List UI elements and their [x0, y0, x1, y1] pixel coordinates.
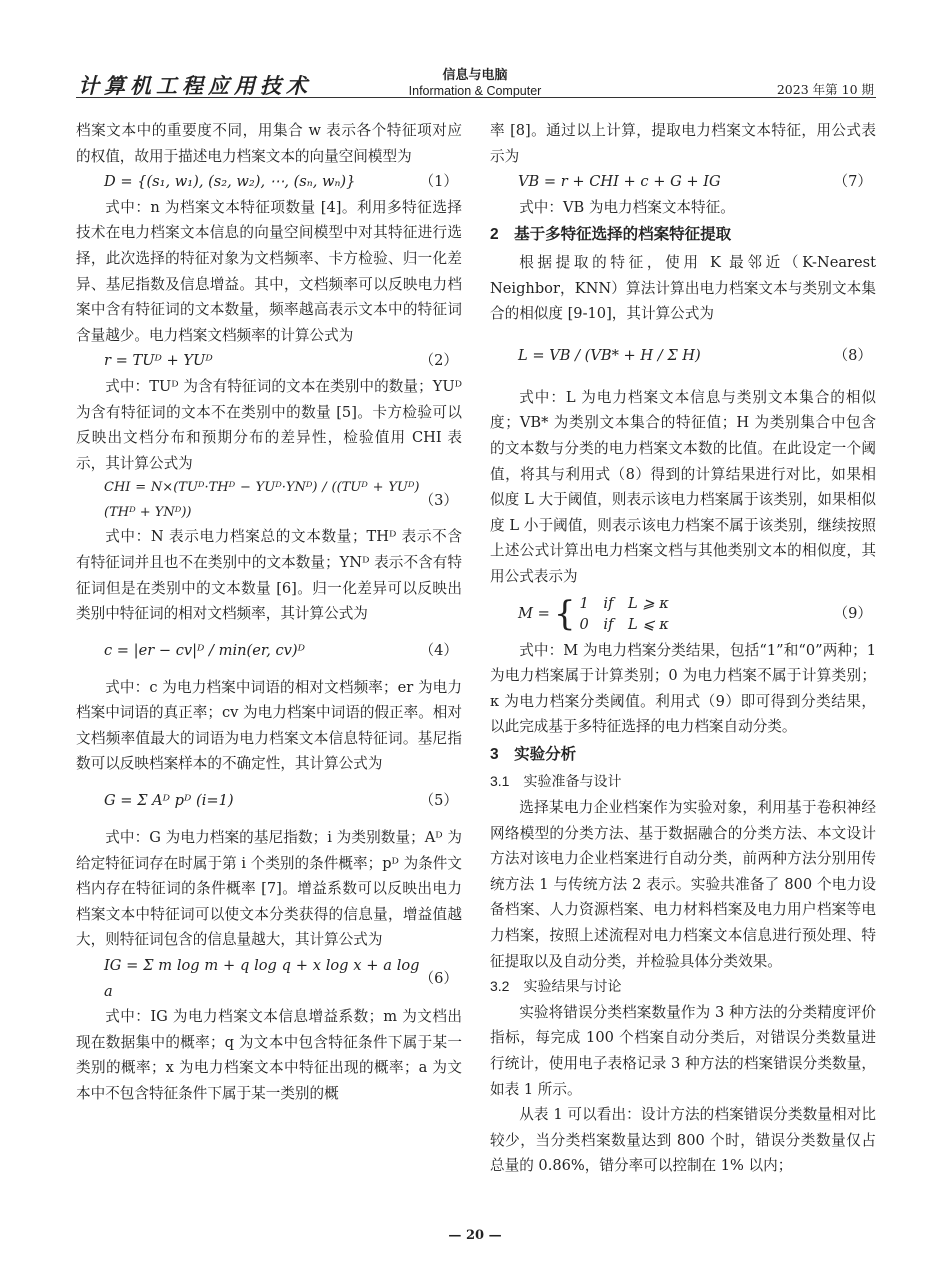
- equation-3: CHI = N×(TUᴰ·THᴰ − YUᴰ·YNᴰ) / ((TUᴰ + YUᴰ)(THᴰ + YNᴰ)) （3）: [104, 479, 458, 521]
- paragraph: 率 [8]。通过以上计算，提取电力档案文本特征，用公式表示为: [490, 122, 876, 165]
- paragraph: 档案文本中的重要度不同，用集合 w 表示各个特征项对应的权值，故用于描述电力档案文本的向量空间模型为: [76, 122, 462, 165]
- paragraph: 式中：IG 为电力档案文本信息增益系数；m 为文档出现在数据集中的概率；q 为文本中包含特征条件下属于某一类别的概率；x 为电力档案文本中特征出现的概率；a 为文本中不包含特征条件下属于某一类别的概: [76, 1008, 462, 1102]
- left-column: [76, 118, 462, 1107]
- header-rule: [76, 97, 876, 98]
- paragraph: 式中：G 为电力档案的基尼指数；i 为类别数量；Aᴰ 为给定特征词存在时属于第 i 个类别的条件概率；pᴰ 为条件文档内存在特征词的条件概率 [7]。增益系数可以反映出电力档案文本中特征词可以使文本分类获得的信息量，增益值越大，则特征词包含的信息量越大，其计算公式为: [76, 829, 462, 949]
- paragraph: 式中：TUᴰ 为含有特征词的文本在类别中的数量；YUᴰ 为含有特征词的文本不在类别中的数量 [5]。卡方检验可以反映出文档分布和预期分布的差异性，检验值用 CHI 表示，其计算公式为: [76, 377, 462, 472]
- subsection-heading: 3.1 实验准备与设计: [490, 773, 622, 790]
- paragraph: 选择某电力企业档案作为实验对象，利用基于卷积神经网络模型的分类方法、基于数据融合的分类方法、本文设计方法对该电力企业档案进行自动分类，前两种方法分别用传统方法 1 与传统方法 2 表示。实验共准备了 800 个电力设备档案、人力资源档案、电力材料档案及电力用户档案等电力档案，按照上述流程对电力档案文本信息进行预处理、特征提取以及自动分类，并检验具体分类效果。: [490, 799, 876, 970]
- paragraph: 根据提取的特征，使用 K 最邻近（K-Nearest Neighbor，KNN）算法计算出电力档案文本与类别文本集合的相似度 [9-10]，其计算公式为: [490, 253, 876, 323]
- equation-5: G = Σ Aᴰ pᴰ (i=1) （5）: [104, 792, 458, 810]
- equation-7: VB = r + CHI + c + G + IG （7）: [518, 173, 872, 191]
- paragraph: 式中：M 为电力档案分类结果，包括“1”和“0”两种；1 为电力档案属于计算类别；0 为电力档案不属于计算类别；κ 为电力档案分类阈值。利用式（9）即可得到分类结果，以此完成基于多特征选择的电力档案自动分类。: [490, 641, 876, 736]
- journal-name-cn: 信息与电脑: [442, 67, 508, 82]
- paragraph: 式中：L 为电力档案文本信息与类别文本集合的相似度；VB* 为类别文本集合的特征值；H 为类别集合中包含的文本数与分类的电力档案文本数的比值。在此设定一个阈值，将其与利用式（8）得到的计算结果进行对比，如果相似度 L 大于阈值，则表示该电力档案属于该类别，如果相似度 L 小于阈值，则表示该电力档案不属于该类别，继续按照上述公式计算出电力档案文档与其他类别文本的相似度，其用公式表示为: [490, 388, 876, 585]
- paragraph: 式中：n 为档案文本特征项数量 [4]。利用多特征选择技术在电力档案文本信息的向量空间模型中对其特征进行选择，此次选择的特征对象为文档频率、卡方检验、归一化差异、基尼指数及信息增益。其中，文档频率可以反映电力档案中含有特征词的文本数量，频率越高表示文本中的特征词含量越少。电力档案文档频率的计算公式为: [76, 198, 462, 344]
- equation-1: D = {(s₁, w₁), (s₂, w₂), ⋯, (sₙ, wₙ)} （1）: [104, 173, 458, 191]
- equation-6: IG = Σ m log m + q log q + x log x + a log a （6）: [104, 957, 458, 1000]
- page-number: — 20 —: [448, 1228, 502, 1243]
- equation-8: L = VB / (VB* + H / Σ H) （8）: [518, 346, 872, 364]
- section-heading: 3 实验分析: [490, 745, 577, 763]
- journal-column-title: 计算机工程应用技术: [78, 73, 312, 98]
- right-column: [490, 118, 876, 1179]
- section-heading: 2 基于多特征选择的档案特征提取: [490, 226, 732, 244]
- paragraph: 式中：c 为电力档案中词语的相对文档频率；er 为电力档案中词语的真正率；cv 为电力档案中词语的假正率。相对文档频率值最大的词语为电力档案文本信息特征词。基尼指数可以反映档案样本的不确定性，其计算公式为: [76, 678, 462, 773]
- paragraph: 式中：N 表示电力档案总的文本数量；THᴰ 表示不含有特征词并且也不在类别中的文本数量；YNᴰ 表示不含有特征词但是在类别中的文本数量 [6]。归一化差异可以反映出类别中特征词的相对文档频率，其计算公式为: [76, 528, 462, 623]
- paragraph: 式中：VB 为电力档案文本特征。: [519, 198, 735, 216]
- paragraph: 实验将错误分类档案数量作为 3 种方法的分类精度评价指标，每完成 100 个档案自动分类后，对错误分类数量进行统计，使用电子表格记录 3 种方法的档案错误分类数量，如表 1 所示。: [490, 1003, 876, 1098]
- subsection-heading: 3.2 实验结果与讨论: [490, 978, 622, 995]
- equation-9: M = { 1 if L ⩾ κ 0 if L ⩽ κ （9）: [518, 593, 872, 634]
- journal-name-en: Information & Computer: [408, 84, 542, 98]
- paragraph: 从表 1 可以看出：设计方法的档案错误分类数量相对比较少，当分类档案数量达到 800 个时，错误分类数量仅占总量的 0.86%，错分率可以控制在 1% 以内；: [490, 1106, 876, 1175]
- equation-4: c = |er − cv|ᴰ / min(er, cv)ᴰ （4）: [104, 641, 458, 659]
- issue-label: 2023 年第 10 期: [776, 82, 874, 97]
- equation-2: r = TUᴰ + YUᴰ （2）: [104, 352, 458, 370]
